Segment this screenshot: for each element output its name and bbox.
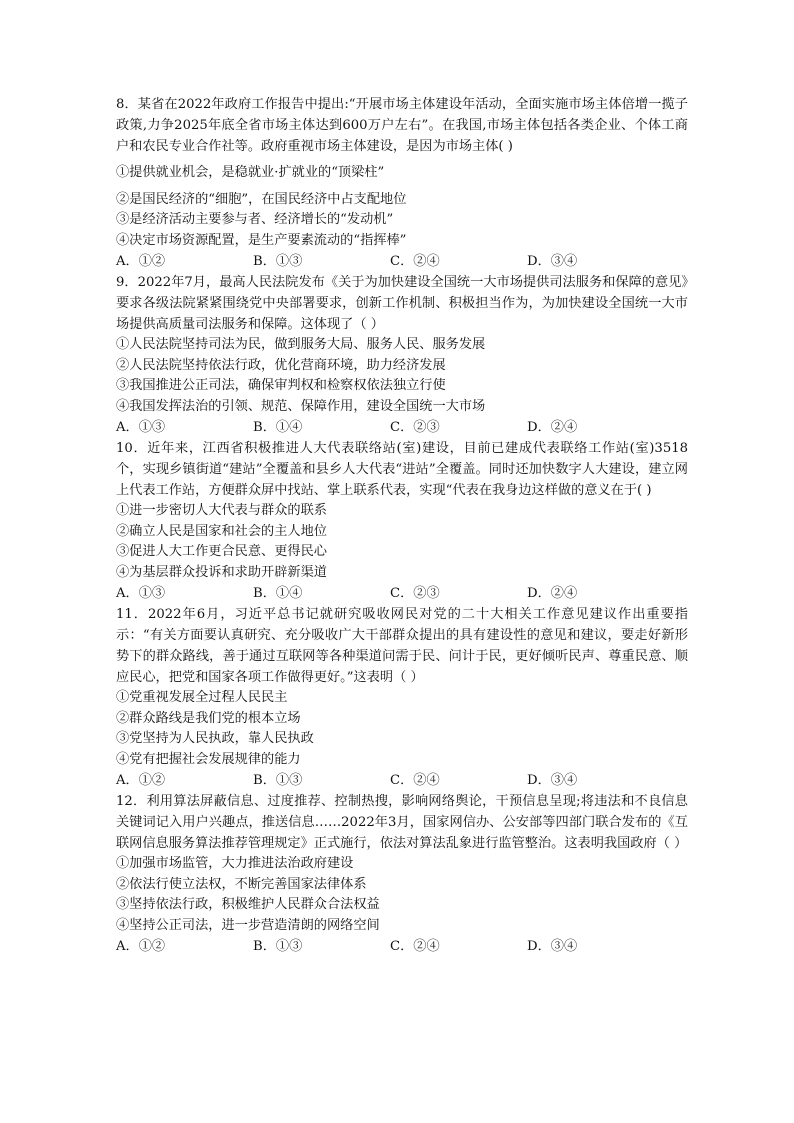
question-8-statement-2: ②是国民经济的“细胞”，在国民经济中占支配地位 bbox=[116, 191, 407, 207]
choice-c[interactable]: C．②③ bbox=[390, 586, 440, 601]
question-10-statement-1: ①进一步密切人大代表与群众的联系 bbox=[116, 503, 327, 518]
choice-a[interactable]: A．①③ bbox=[116, 420, 166, 435]
choice-b[interactable]: B．①④ bbox=[253, 586, 303, 601]
exam-page bbox=[116, 94, 688, 957]
choice-d[interactable]: D．②④ bbox=[527, 420, 578, 435]
question-9-statement-4: ④我国发挥法治的引领、规范、保障作用，建设全国统一大市场 bbox=[116, 398, 486, 414]
question-8-choices bbox=[116, 251, 688, 272]
choice-c[interactable]: C．②④ bbox=[390, 254, 440, 269]
choice-d[interactable]: D．②④ bbox=[527, 586, 578, 601]
question-11-choices bbox=[116, 770, 688, 791]
question-12-stem: 12．利用算法屏蔽信息、过度推荐、控制热搜，影响网络舆论，干预信息呈现;将违法和不良信息关键词记入用户兴趣点，推送信息……2022年3月，国家网信办、公安部等四部门联合发布的《互联网信息服务算法推荐管理规定》正式施行，依法对算法乱象进行监管整治。这表明我国政府（ ） bbox=[116, 794, 688, 851]
choice-d[interactable]: D．③④ bbox=[527, 939, 578, 954]
choice-c[interactable]: C．②④ bbox=[390, 939, 440, 954]
choice-a[interactable]: A．①② bbox=[116, 773, 166, 788]
question-11-statement-4: ④党有把握社会发展规律的能力 bbox=[116, 751, 301, 767]
question-12-statement-1: ①加强市场监管，大力推进法治政府建设 bbox=[116, 856, 354, 871]
question-9-stem: 9．2022年7月，最高人民法院发布《关于为加快建设全国统一大市场提供司法服务和保障的意见》要求各级法院紧紧围绕党中央部署要求，创新工作机制、积极担当作为，为加快建设全国统一大市场提供高质量司法服务和保障。这体现了（ ） bbox=[116, 275, 688, 332]
choice-c[interactable]: C．②④ bbox=[390, 773, 440, 788]
question-11-stem: 11．2022年6月，习近平总书记就研究吸收网民对党的二十大相关工作意见建议作出重要指示：“有关方面要认真研究、充分吸收广大干部群众提出的具有建设性的意见和建议，要走好新形势下的群众路线，善于通过互联网等各种渠道问需于民、问计于民，更好倾听民声、尊重民意、顺应民心，把党和国家各项工作做得更好。”这表明（ ） bbox=[116, 607, 688, 685]
question-11 bbox=[116, 604, 688, 791]
choice-d[interactable]: D．③④ bbox=[527, 773, 578, 788]
question-12-statement-4: ④坚持公正司法，进一步营造清朗的网络空间 bbox=[116, 917, 380, 933]
question-10-statement-4: ④为基层群众投诉和求助开辟新渠道 bbox=[116, 564, 327, 580]
question-8-stem: 8．某省在2022年政府工作报告中提出:“开展市场主体建设年活动，全面实施市场主体倍增一揽子政策,力争2025年底全省市场主体达到600万户左右”。在我国,市场主体包括各类企业、个体工商户和农民专业合作社等。政府重视市场主体建设，是因为市场主体( ) bbox=[116, 97, 688, 154]
question-8-statement-3: ③是经济活动主要参与者、经济增长的“发动机” bbox=[116, 212, 394, 227]
question-10-statement-2: ②确立人民是国家和社会的主人地位 bbox=[116, 523, 327, 539]
choice-c[interactable]: C．②③ bbox=[390, 420, 440, 435]
question-8 bbox=[116, 94, 688, 272]
question-9 bbox=[116, 272, 688, 438]
question-12-statement-2: ②依法行使立法权，不断完善国家法律体系 bbox=[116, 876, 367, 892]
choice-a[interactable]: A．①③ bbox=[116, 586, 166, 601]
question-8-statement-1: ①提供就业机会，是稳就业·扩就业的“顶梁柱” bbox=[116, 165, 385, 180]
question-8-statement-4: ④决定市场资源配置，是生产要素流动的“指挥棒” bbox=[116, 232, 407, 248]
question-12-choices bbox=[116, 936, 688, 957]
choice-d[interactable]: D．③④ bbox=[527, 254, 578, 269]
choice-b[interactable]: B．①③ bbox=[253, 773, 303, 788]
choice-a[interactable]: A．①② bbox=[116, 939, 166, 954]
question-9-statement-1: ①人民法院坚持司法为民，做到服务大局、服务人民、服务发展 bbox=[116, 337, 486, 352]
choice-a[interactable]: A．①② bbox=[116, 254, 166, 269]
question-10-choices bbox=[116, 583, 688, 604]
question-11-statement-1: ①党重视发展全过程人民民主 bbox=[116, 690, 288, 705]
question-10-stem: 10．近年来，江西省积极推进人大代表联络站(室)建设，目前已建成代表联络工作站(室)3518个，实现乡镇街道“建站”全覆盖和县乡人大代表“进站”全覆盖。同时还加快数字人大建设，建立网上代表工作站，方便群众屏中找站、掌上联系代表，实现“代表在我身边这样做的意义在于( ) bbox=[116, 441, 688, 498]
question-10-statement-3: ③促进人大工作更合民意、更得民心 bbox=[116, 544, 327, 559]
question-9-statement-3: ③我国推进公正司法，确保审判权和检察权依法独立行使 bbox=[116, 378, 446, 393]
choice-b[interactable]: B．①④ bbox=[253, 420, 303, 435]
question-12 bbox=[116, 791, 688, 957]
question-11-statement-3: ③党坚持为人民执政，靠人民执政 bbox=[116, 731, 314, 746]
choice-b[interactable]: B．①③ bbox=[253, 254, 303, 269]
question-9-choices bbox=[116, 417, 688, 438]
question-12-statement-3: ③坚持依法行政，积极维护人民群众合法权益 bbox=[116, 897, 380, 912]
question-9-statement-2: ②人民法院坚持依法行政，优化营商环境，助力经济发展 bbox=[116, 357, 446, 373]
question-10 bbox=[116, 438, 688, 604]
choice-b[interactable]: B．①③ bbox=[253, 939, 303, 954]
question-11-statement-2: ②群众路线是我们党的根本立场 bbox=[116, 710, 301, 726]
